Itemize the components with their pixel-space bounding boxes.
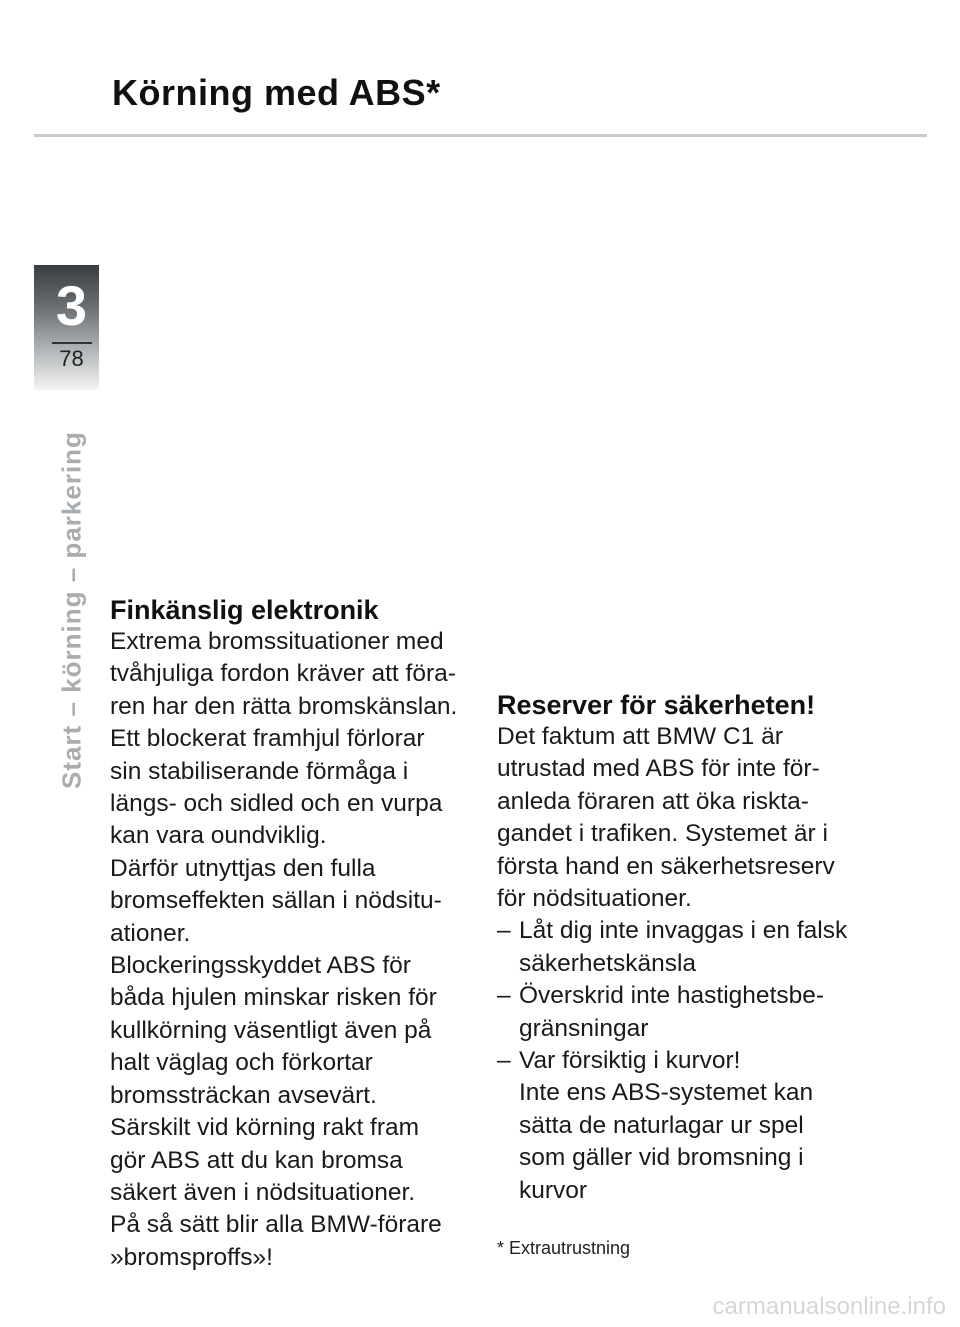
dash-bullet: –	[497, 982, 511, 1010]
right-body	[497, 721, 877, 915]
body-line: ren har den rätta bromskänslan.	[110, 692, 458, 720]
list-item-line: säkerhetskänsla	[519, 949, 697, 977]
footnote: * Extrautrustning	[497, 1238, 631, 1258]
list-item	[497, 915, 877, 980]
body-line: sin stabiliserande förmåga i	[110, 757, 409, 785]
chapter-number: 3	[55, 274, 88, 337]
body-line: längs- och sidled och en vurpa	[110, 790, 443, 818]
body-line: På så sätt blir alla BMW-förare	[110, 1211, 442, 1239]
body-line: Blockeringsskyddet ABS för	[110, 952, 411, 980]
body-line: gör ABS att du kan bromsa	[110, 1146, 403, 1174]
body-line: Det faktum att BMW C1 är	[497, 723, 783, 750]
list-item-line: Överskrid inte hastighetsbe-	[519, 982, 825, 1010]
left-body	[110, 626, 490, 1274]
body-line: Därför utnyttjas den fulla	[110, 854, 376, 882]
list-item	[497, 1045, 877, 1207]
list-item-line: Låt dig inte invaggas i en falsk	[519, 917, 848, 945]
body-line: Extrema bromssituationer med	[110, 628, 444, 655]
body-line: gandet i trafiken. Systemet är i	[497, 820, 828, 848]
body-line: bromseffekten sällan i nödsitu-	[110, 887, 442, 915]
body-line: tvåhjuliga fordon kräver att föra-	[110, 660, 456, 688]
body-line: bromssträckan avsevärt.	[110, 1081, 377, 1109]
body-line: säkert även i nödsituationer.	[110, 1178, 416, 1206]
body-line: Särskilt vid körning rakt fram	[110, 1114, 420, 1142]
list-item-line: Var försiktig i kurvor!	[519, 1047, 741, 1075]
body-line: »bromsproffs»!	[110, 1243, 273, 1271]
section-heading-electronics: Finkänslig elektronik	[110, 595, 379, 625]
title-divider	[34, 134, 927, 137]
dash-bullet: –	[497, 917, 511, 945]
dash-bullet: –	[497, 1047, 511, 1075]
list-item-line: sätta de naturlagar ur spel	[519, 1111, 804, 1139]
body-line: anleda föraren att öka riskta-	[497, 787, 809, 815]
list-item-line: som gäller vid bromsning i	[519, 1144, 804, 1172]
page-title: Körning med ABS*	[112, 72, 441, 113]
side-chapter-label: Start – körning – parkering	[56, 431, 87, 789]
body-line: båda hjulen minskar risken för	[110, 984, 437, 1012]
watermark: carmanualsonline.info	[712, 1293, 946, 1320]
body-line: utrustad med ABS för inte för-	[497, 755, 820, 783]
list-item	[497, 980, 877, 1045]
body-line: kullkörning väsentligt även på	[110, 1016, 432, 1044]
body-line: kan vara oundviklig.	[110, 822, 327, 850]
left-column	[110, 594, 490, 1274]
section-heading-safety: Reserver för säkerheten!	[497, 690, 816, 720]
body-line: Ett blockerat framhjul förlorar	[110, 725, 425, 753]
page-number: 78	[59, 346, 84, 371]
list-item-line: gränsningar	[519, 1014, 649, 1042]
safety-list	[497, 915, 877, 1207]
list-item-line: kurvor	[519, 1176, 588, 1204]
body-line: halt väglag och förkortar	[110, 1049, 373, 1077]
body-line: för nödsituationer.	[497, 885, 692, 913]
chapter-divider	[52, 342, 92, 344]
list-item-line: Inte ens ABS-systemet kan	[519, 1079, 814, 1107]
body-line: ationer.	[110, 919, 191, 947]
body-line: första hand en säkerhetsreserv	[497, 852, 835, 880]
right-column	[497, 689, 877, 1207]
